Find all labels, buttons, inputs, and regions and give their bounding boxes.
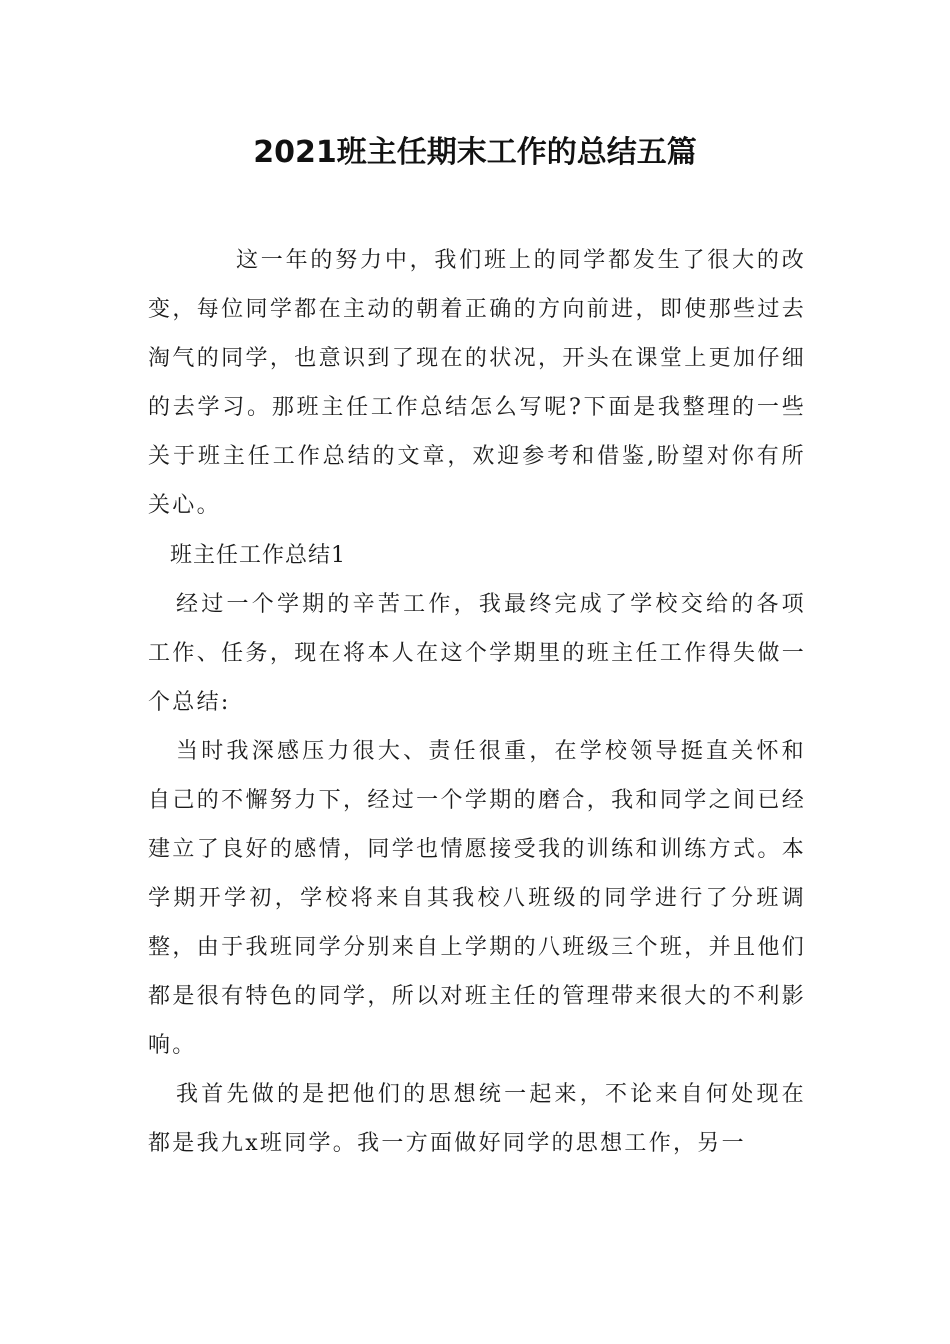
intro-paragraph: 这一年的努力中，我们班上的同学都发生了很大的改变，每位同学都在主动的朝着正确的方向前进，即使那些过去淘气的同学，也意识到了现在的状况，开头在课堂上更加仔细的去学习。那班主任工作总结怎么写呢?下面是我整理的一些关于班主任工作总结的文章，欢迎参考和借鉴,盼望对你有所关心。 <box>148 248 806 518</box>
section-heading: 班主任工作总结1 <box>170 543 346 568</box>
body-paragraph: 我首先做的是把他们的思想统一起来，不论来自何处现在都是我九x班同学。我一方面做好同学的思想工作，另一 <box>148 1082 806 1156</box>
document-body <box>148 236 806 1168</box>
document-title: 2021班主任期末工作的总结五篇 <box>253 135 697 170</box>
body-paragraph: 经过一个学期的辛苦工作，我最终完成了学校交给的各项工作、任务，现在将本人在这个学期里的班主任工作得失做一个总结: <box>148 592 806 715</box>
body-paragraph: 当时我深感压力很大、责任很重，在学校领导挺直关怀和自己的不懈努力下，经过一个学期的磨合，我和同学之间已经建立了良好的感情，同学也情愿接受我的训练和训练方式。本学期开学初，学校将来自其我校八班级的同学进行了分班调整，由于我班同学分别来自上学期的八班级三个班，并且他们都是很有特色的同学，所以对班主任的管理带来很大的不利影响。 <box>148 739 806 1058</box>
